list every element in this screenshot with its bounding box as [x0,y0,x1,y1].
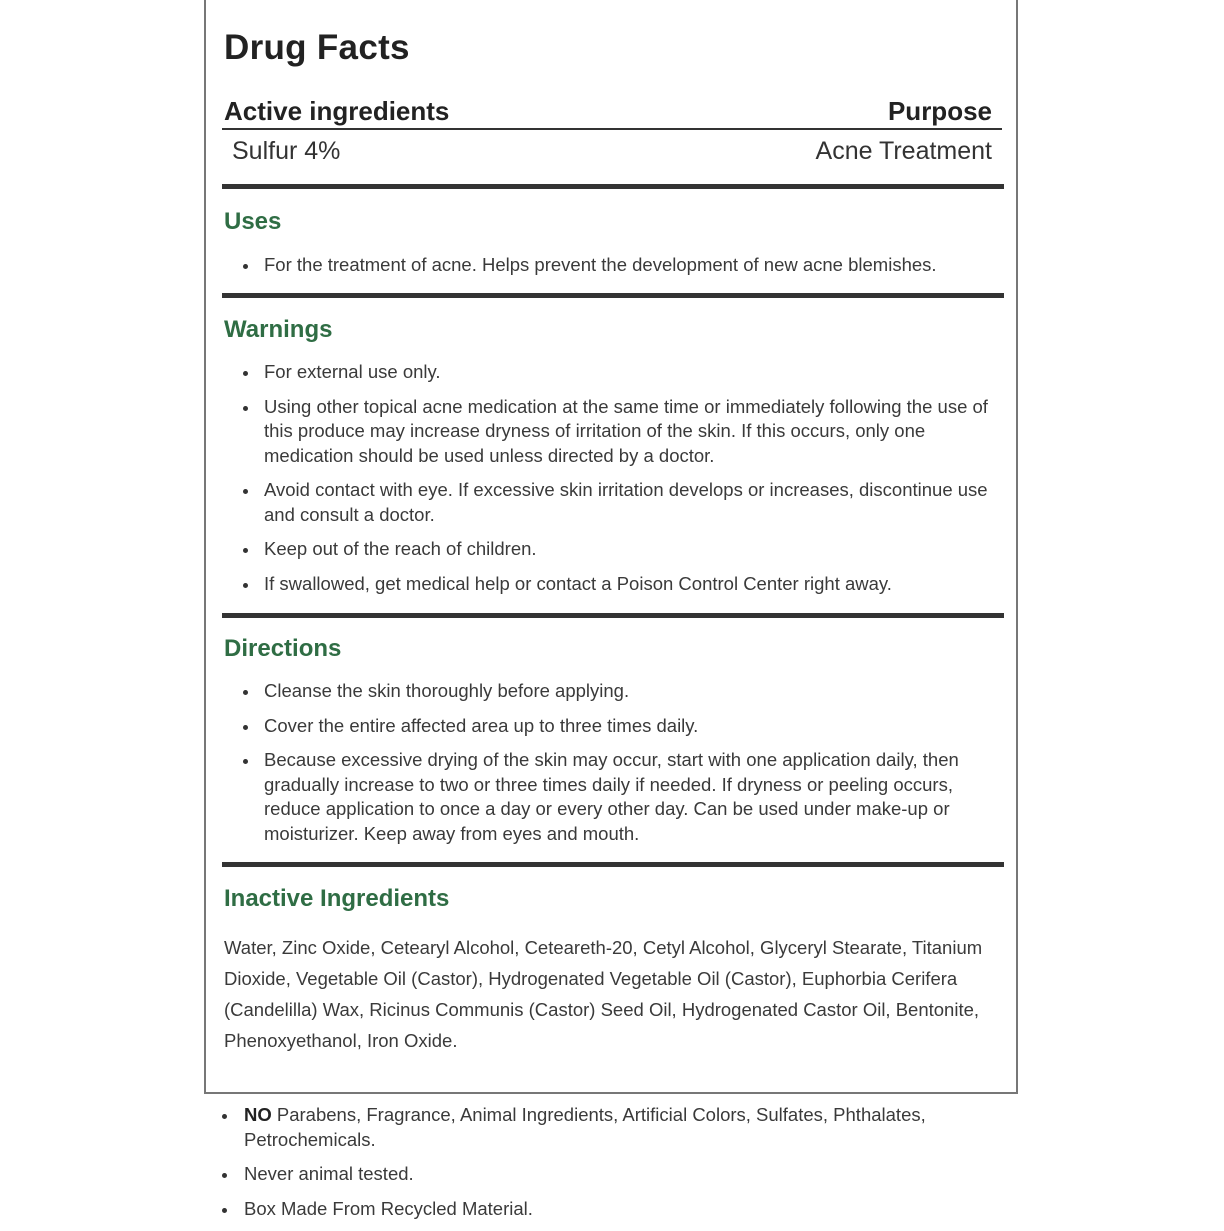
list-item: Never animal tested. [220,1162,1010,1187]
page-title: Drug Facts [224,28,410,67]
purpose-header: Purpose [887,96,992,126]
no-label: NO [244,1104,272,1125]
section-divider [222,613,1004,618]
list-item: For the treatment of acne. Helps prevent the development of new acne blemishes. [242,253,1002,278]
list-item: Avoid contact with eye. If excessive skin irritation develops or increases, discontinue use and consult a doctor. [242,478,1002,527]
active-ingredients-header: Active ingredients [224,96,450,126]
list-item: Cleanse the skin thoroughly before applying. [242,679,1002,704]
list-item: For external use only. [242,360,1002,385]
list-item: Cover the entire affected area up to three times daily. [242,714,1002,739]
active-purpose: Acne Treatment [815,137,992,165]
warnings-list [242,360,1002,606]
list-item: Keep out of the reach of children. [242,537,1002,562]
inactive-ingredients-heading: Inactive Ingredients [224,885,450,912]
warnings-heading: Warnings [224,316,333,343]
inactive-ingredients-text: Water, Zinc Oxide, Cetearyl Alcohol, Ceteareth-20, Cetyl Alcohol, Glyceryl Stearate, Titanium Dioxide, Vegetable Oil (Castor), Hydrogenated Vegetable Oil (Castor), Euphorbia Cerifera (Candelilla) Wax, Ricinus Communis (Castor) Seed Oil, Hydrogenated Castor Oil, Bentonite, Phenoxyethanol, Iron Oxide. [224,937,983,1051]
product-claims-list [220,1103,1010,1231]
uses-list [242,253,1002,288]
section-divider [222,293,1004,298]
directions-heading: Directions [224,635,342,662]
list-item: If swallowed, get medical help or contact a Poison Control Center right away. [242,572,1002,597]
header-divider [222,128,1002,130]
active-ingredient: Sulfur 4% [232,137,341,165]
list-item: Box Made From Recycled Material. [220,1197,1010,1222]
list-item [220,1103,1010,1152]
drug-facts-panel [204,0,1018,1094]
section-divider [222,184,1004,189]
directions-list [242,679,1002,856]
section-divider [222,862,1004,867]
uses-heading: Uses [224,208,282,235]
list-item: Because excessive drying of the skin may occur, start with one application daily, then gradually increase to two or three times daily if needed. If dryness or peeling occurs, reduce application to once a day or every other day. Can be used under make-up or moisturizer. Keep away from eyes and mouth. [242,748,1002,846]
no-claims-text: Parabens, Fragrance, Animal Ingredients, Artificial Colors, Sulfates, Phthalates, Petrochemicals. [244,1104,926,1150]
list-item: Using other topical acne medication at the same time or immediately following the use of this produce may increase dryness of irritation of the skin. If this occurs, only one medication should be used unless directed by a doctor. [242,395,1002,469]
